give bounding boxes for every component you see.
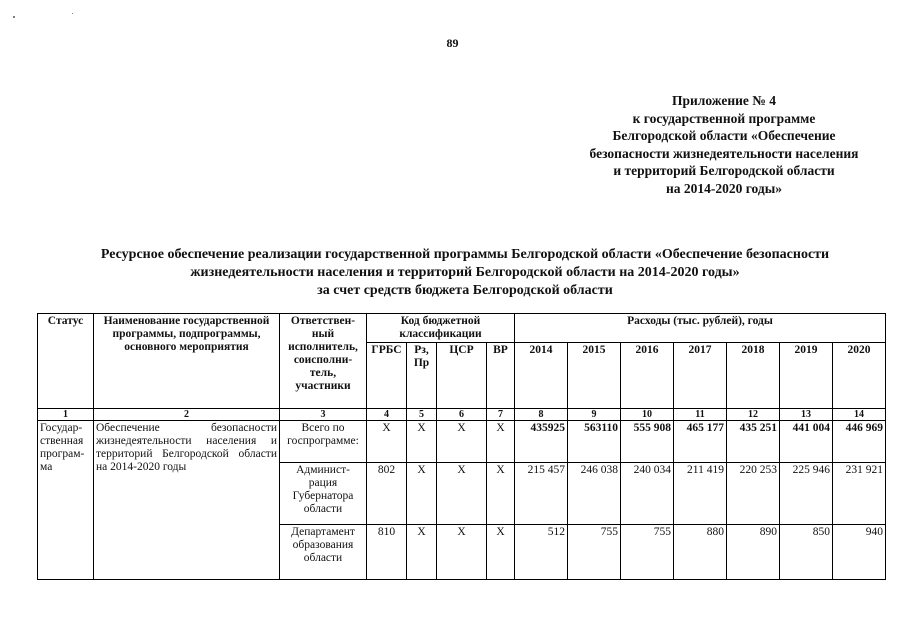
expense-cell: 940 [833, 525, 886, 580]
executor-cell: Админист-рация Губернатора области [280, 463, 367, 525]
header-year: 2014 [515, 343, 568, 409]
column-number: 3 [280, 409, 367, 421]
header-name: Наименование государственной программы, подпрограммы, основного мероприятия [94, 314, 280, 409]
expense-cell: 465 177 [674, 421, 727, 463]
expense-cell: 435925 [515, 421, 568, 463]
header-vr: ВР [487, 343, 515, 409]
expense-cell: 890 [727, 525, 780, 580]
csr-cell: Х [437, 463, 487, 525]
heading-line: жизнедеятельности населения и территорий Белгородской области на 2014-2020 годы» [190, 265, 740, 280]
column-number: 7 [487, 409, 515, 421]
executor-cell: Департамент образования области [280, 525, 367, 580]
header-year: 2017 [674, 343, 727, 409]
expense-cell: 512 [515, 525, 568, 580]
expense-cell: 880 [674, 525, 727, 580]
expense-cell: 220 253 [727, 463, 780, 525]
column-number: 14 [833, 409, 886, 421]
header-status: Статус [38, 314, 94, 409]
expense-cell: 755 [621, 525, 674, 580]
expense-cell: 555 908 [621, 421, 674, 463]
vr-cell: Х [487, 525, 515, 580]
rz-pr-cell: Х [407, 463, 437, 525]
appendix-line: к государственной программе [632, 110, 816, 126]
column-number: 10 [621, 409, 674, 421]
header-budget-code: Код бюджетной классификации [367, 314, 515, 343]
csr-cell: Х [437, 421, 487, 463]
expense-cell: 225 946 [780, 463, 833, 525]
column-number: 6 [437, 409, 487, 421]
appendix-line: Приложение № 4 [672, 93, 776, 108]
resource-table [37, 313, 886, 580]
program-name-cell: Обеспечение безопасности жизнедеятельности населения и территорий Белгородской области на 2014-2020 годы [94, 421, 280, 580]
csr-cell: Х [437, 525, 487, 580]
expense-cell: 231 921 [833, 463, 886, 525]
expense-cell: 215 457 [515, 463, 568, 525]
header-year: 2015 [568, 343, 621, 409]
column-number: 13 [780, 409, 833, 421]
appendix-block [568, 92, 880, 197]
column-number: 9 [568, 409, 621, 421]
expense-cell: 246 038 [568, 463, 621, 525]
status-cell: Государ-ственная програм-ма [38, 421, 94, 580]
header-year: 2020 [833, 343, 886, 409]
header-grbs: ГРБС [367, 343, 407, 409]
scan-speck [13, 16, 15, 18]
appendix-line: безопасности жизнедеятельности населения [589, 145, 859, 161]
header-rz-pr: Рз, Пр [407, 343, 437, 409]
grbs-cell: 802 [367, 463, 407, 525]
vr-cell: Х [487, 421, 515, 463]
grbs-cell: 810 [367, 525, 407, 580]
header-csr: ЦСР [437, 343, 487, 409]
expense-cell: 850 [780, 525, 833, 580]
expense-cell: 441 004 [780, 421, 833, 463]
table-row [38, 421, 886, 463]
appendix-line: Белгородской области «Обеспечение [612, 128, 836, 143]
rz-pr-cell: Х [407, 421, 437, 463]
expense-cell: 240 034 [621, 463, 674, 525]
column-number: 8 [515, 409, 568, 421]
expense-cell: 211 419 [674, 463, 727, 525]
column-number: 12 [727, 409, 780, 421]
header-year: 2019 [780, 343, 833, 409]
expense-cell: 755 [568, 525, 621, 580]
header-year: 2018 [727, 343, 780, 409]
executor-cell: Всего по госпрограмме: [280, 421, 367, 463]
heading-line: Ресурсное обеспечение реализации государственной программы Белгородской области «Обеспечение безопасности [100, 247, 830, 262]
scan-speck [72, 13, 73, 14]
column-number: 11 [674, 409, 727, 421]
grbs-cell: Х [367, 421, 407, 463]
column-number: 4 [367, 409, 407, 421]
appendix-line: на 2014-2020 годы» [665, 180, 783, 196]
header-expenses: Расходы (тыс. рублей), годы [515, 314, 886, 343]
document-heading [30, 246, 900, 300]
heading-line: за счет средств бюджета Белгородской области [317, 283, 613, 298]
expense-cell: 446 969 [833, 421, 886, 463]
column-number: 2 [94, 409, 280, 421]
expense-cell: 563110 [568, 421, 621, 463]
column-number: 5 [407, 409, 437, 421]
appendix-line: и территорий Белгородской области [613, 163, 835, 178]
column-number: 1 [38, 409, 94, 421]
rz-pr-cell: Х [407, 525, 437, 580]
page-number: 89 [446, 36, 459, 50]
expense-cell: 435 251 [727, 421, 780, 463]
header-executor: Ответствен-ный исполнитель, соисполни-тель, участники [280, 314, 367, 409]
vr-cell: Х [487, 463, 515, 525]
header-year: 2016 [621, 343, 674, 409]
